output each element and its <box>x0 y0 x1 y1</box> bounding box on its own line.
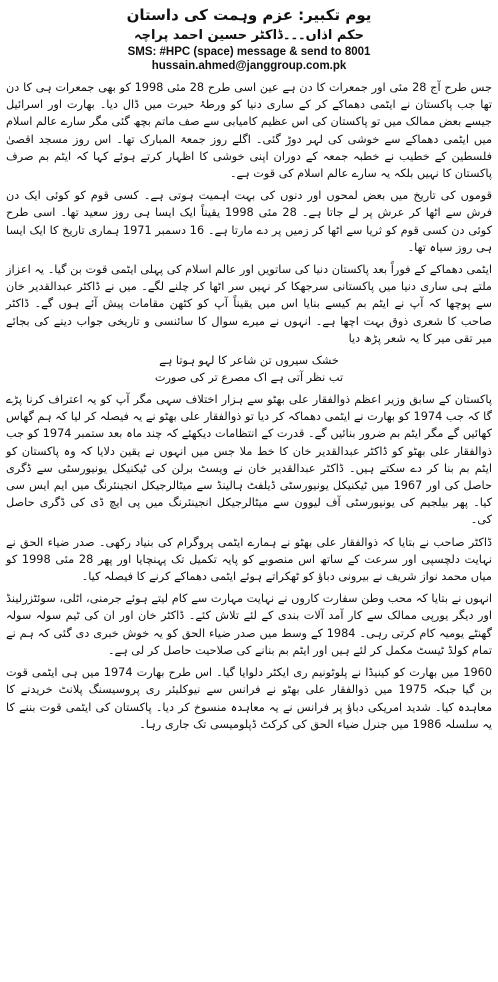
sms-line: SMS: #HPC (space) message & send to 8001 <box>127 46 371 58</box>
paragraph: ایٹمی دھماکے کے فوراً بعد پاکستان دنیا کی ساتویں اور عالم اسلام کی پہلی ایٹمی قوت بن گیا۔ یہ اعزاز ملتے ہی ساری دنیا میں پاکستانی سرجھکا کر نہیں سر اٹھا کر چلنے لگے۔ میں نے ڈاکٹر عبدالقدیر خان سے پوچھا کہ آپ نے ایٹم بم کیسے بنایا اس میں یقیناً آپ کو کٹھن مقامات پیش آئے ہوں گے۔ ڈاکٹر صاحب کا شعری ذوق بہت اچھا ہے۔ انہوں نے میرے سوال کا سائنسی و تاریخی جواب دینے کی بجائے میر تقی میر کا یہ شعر پڑھ دیا <box>6 263 492 345</box>
author-email[interactable]: hussain.ahmed@janggroup.com.pk <box>151 60 347 72</box>
article-title: یوم تکبیر: عزم وہمت کی داستان <box>126 6 372 24</box>
couplet-line: تب نظر آتی ہے اک مصرع تر کی صورت <box>154 371 344 385</box>
paragraph: ڈاکٹر صاحب نے بتایا کہ ذوالفقار علی بھٹو نے ہمارے ایٹمی پروگرام کی بنیاد رکھی۔ صدر ضیاء الحق نے نہایت دلچسپی اور سرعت کے ساتھ اس منصوبے کو پایہ تکمیل تک پہنچایا اور پھر 28 مئی 1998 کو میاں محمد نواز شریف نے بیرونی دباؤ کو ٹھکراتے ہوئے ایٹمی دھماکے کرنے کا فیصلہ کیا۔ <box>6 535 492 584</box>
paragraph: 1960 میں بھارت کو کینیڈا نے پلوٹونیم ری ایکٹر دلوایا گیا۔ اس طرح بھارت 1974 میں ہی ایٹمی قوت بن گیا جبکہ 1975 میں ذوالفقار علی بھٹو نے فرانس سے نیوکلیئر ری پروسیسنگ پلانٹ خریدنے کا معاہدہ کیا۔ شدید امریکی دباؤ پر فرانس نے یہ معاہدہ منسوخ کر دیا۔ پاکستان کی ایٹمی قوت بننے کا یہ سلسلہ 1986 میں جنرل ضیاء الحق کی کرکٹ ڈپلومیسی تک جاری رہا۔ <box>6 666 493 731</box>
article-byline: حکم اذاں۔۔۔ڈاکٹر حسین احمد پراچہ <box>133 28 365 43</box>
poetry-couplet <box>6 352 492 386</box>
paragraph: پاکستان کے سابق وزیر اعظم ذوالفقار علی بھٹو سے ہزار اختلاف سہی مگر آپ کو یہ اعتراف کرنا پڑے گا کہ جب 1974 کو بھارت نے ایٹمی دھماکہ کر دیا تو ذوالفقار علی بھٹو نے یہ فیصلہ کر لیا کہ ہم گھاس کھائیں گے مگر ایٹم بم ضرور بنائیں گے۔ قدرت کے انتظامات دیکھئے کہ چند ماہ بعد ستمبر 1974 کو جب ذوالفقار علی بھٹو کو ڈاکٹر عبدالقدیر خان کا خط ملا جس میں انہوں نے یقین دلایا کہ وہ پاکستان کو ایٹم بم بنا کر دے سکتے ہیں۔ ڈاکٹر عبدالقدیر خان نے ویسٹ برلن کی ٹیکنیکل یونیورسٹی سے ڈگری حاصل کی اور 1967 میں ٹیکنیکل یونیورسٹی ڈیلفٹ ہالینڈ سے میٹالرجیکل انجینئرنگ میں ایم ایس سی کیا۔ پھر بیلجیم کی یونیورسٹی آف لیوون سے میٹالرجیکل انجینئرنگ میں پی ایچ ڈی کی ڈگری حاصل کی۔ <box>6 393 493 527</box>
article-header <box>6 4 492 73</box>
paragraph: انہوں نے بتایا کہ محب وطن سفارت کاروں نے نہایت مہارت سے کام لیتے ہوئے جرمنی، اٹلی، سوئٹزرلینڈ اور دیگر یورپی ممالک سے کار آمد آلات بندی کے لئے تلاش کئے۔ ڈاکٹر خان اور ان کی ٹیم سولہ سولہ گھنٹے یومیہ کام کرتی رہی۔ 1984 کے وسط میں صدر ضیاء الحق کو یہ خوش خبری دی گئی کہ ہم نے تمام کولڈ ٹیسٹ مکمل کر لئے ہیں اور ایٹم بم بنانے کی صلاحیت حاصل کر لی ہے۔ <box>6 592 493 657</box>
couplet-line: خشک سیروں تن شاعر کا لہو ہوتا ہے <box>159 354 339 368</box>
paragraph: جس طرح آج 28 مئی اور جمعرات کا دن ہے عین اسی طرح 28 مئی 1998 کو بھی جمعرات ہی کا دن تھا جب پاکستان نے ایٹمی دھماکے کر کے ساری دنیا کو ورطۂ حیرت میں ڈال دیا۔ بھارت اور اسرائیل جیسے بعض ممالک میں تو پاکستان کی اس عظیم کامیابی سے صف ماتم بچھ گئی مگر سارے عالم اسلام میں ایٹمی دھماکے سے خوشی کی لہر دوڑ گئی۔ اگلے روز جمعۃ المبارک تھا۔ اس روز مسجد اقصیٰ فلسطین کے خطیب نے خطبہ جمعہ کے دوران اپنی خوشی کا اظہار کرتے ہوئے کہا کہ ایٹم بم صرف پاکستان کا نہیں بلکہ یہ سارے عالم اسلام کی قوت ہے۔ <box>6 81 492 181</box>
article-column <box>6 0 492 738</box>
paragraph: قوموں کی تاریخ میں بعض لمحوں اور دنوں کی بہت اہمیت ہوتی ہے۔ کسی قوم کو کوئی ایک دن فرش سے اٹھا کر عرش پر لے جاتا ہے۔ 28 مئی 1998 یقیناً ایک ایسا ہی روز سعید تھا۔ اسی طرح کوئی دن کسی قوم کو ثریا سے اٹھا کر زمیں پر دے مارتا ہے۔ 16 دسمبر 1971 ہماری تاریخ کا ایک ایسا ہی روز سیاہ تھا۔ <box>6 189 493 254</box>
